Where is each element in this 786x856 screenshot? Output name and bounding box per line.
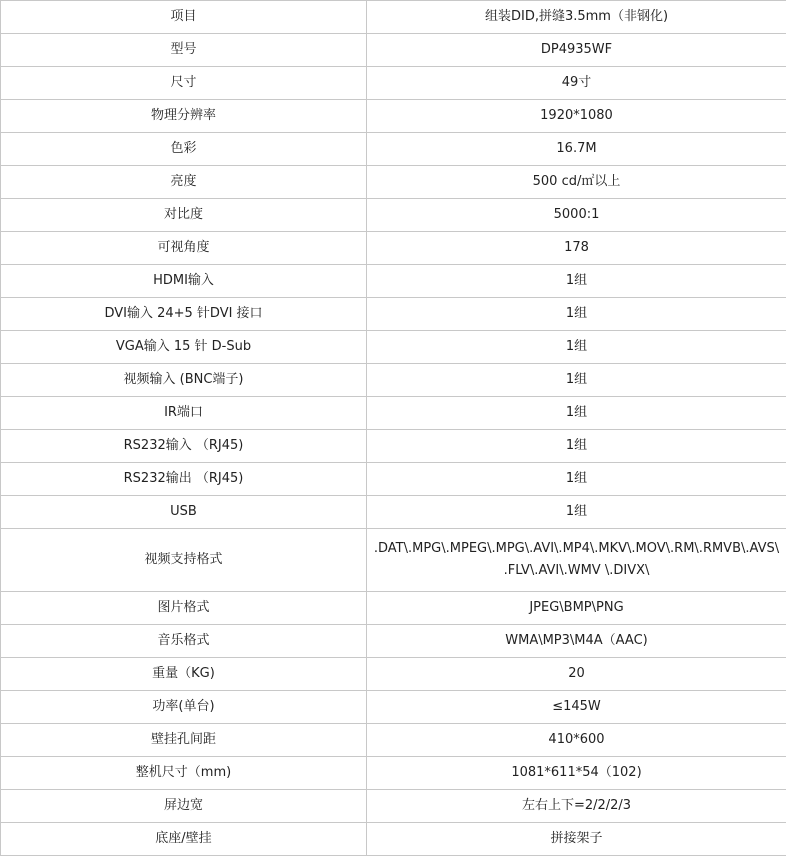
table-row [1, 757, 786, 790]
spec-label: 亮度 [1, 166, 367, 199]
table-row [1, 823, 786, 856]
table-row [1, 133, 786, 166]
spec-value: 1081*611*54（102) [367, 757, 786, 790]
spec-value: 16.7M [367, 133, 786, 166]
spec-value [367, 529, 786, 592]
spec-value: 410*600 [367, 724, 786, 757]
spec-value: 5000:1 [367, 199, 786, 232]
table-row [1, 265, 786, 298]
table-row [1, 166, 786, 199]
spec-label: DVI输入 24+5 针DVI 接口 [1, 298, 367, 331]
spec-label: 型号 [1, 34, 367, 67]
spec-value: JPEG\BMP\PNG [367, 592, 786, 625]
spec-label: 项目 [1, 1, 367, 34]
spec-value: 左右上下=2/2/2/3 [367, 790, 786, 823]
table-row [1, 397, 786, 430]
table-row [1, 496, 786, 529]
spec-label: 对比度 [1, 199, 367, 232]
table-row [1, 232, 786, 265]
spec-value: 1组 [367, 364, 786, 397]
table-row [1, 331, 786, 364]
spec-label: IR端口 [1, 397, 367, 430]
spec-label: 壁挂孔间距 [1, 724, 367, 757]
spec-label: 音乐格式 [1, 625, 367, 658]
spec-value: 1组 [367, 496, 786, 529]
spec-label: VGA输入 15 针 D-Sub [1, 331, 367, 364]
spec-value: 20 [367, 658, 786, 691]
table-row [1, 364, 786, 397]
spec-value: ≤145W [367, 691, 786, 724]
spec-value: 1组 [367, 463, 786, 496]
spec-value: 拼接架子 [367, 823, 786, 856]
spec-value: 1组 [367, 298, 786, 331]
spec-label: RS232输出 （RJ45) [1, 463, 367, 496]
spec-value-line-2: .FLV\.AVI\.WMV \.DIVX\ [369, 560, 784, 582]
spec-value: WMA\MP3\M4A（AAC) [367, 625, 786, 658]
spec-label: 屏边宽 [1, 790, 367, 823]
spec-label: 重量（KG) [1, 658, 367, 691]
spec-value-line-1: .DAT\.MPG\.MPEG\.MPG\.AVI\.MP4\.MKV\.MOV\.RM\.RMVB\.AVS\ [369, 538, 784, 560]
table-row [1, 34, 786, 67]
spec-label: RS232输入 （RJ45) [1, 430, 367, 463]
spec-label: 图片格式 [1, 592, 367, 625]
table-row [1, 592, 786, 625]
spec-label: 整机尺寸（mm) [1, 757, 367, 790]
spec-label: 可视角度 [1, 232, 367, 265]
spec-value: 组装DID,拼缝3.5mm（非钢化) [367, 1, 786, 34]
table-row [1, 67, 786, 100]
table-row [1, 1, 786, 34]
table-row [1, 298, 786, 331]
table-row [1, 529, 786, 592]
spec-value: 49寸 [367, 67, 786, 100]
spec-label: USB [1, 496, 367, 529]
table-row [1, 199, 786, 232]
spec-value: 1920*1080 [367, 100, 786, 133]
table-row [1, 430, 786, 463]
table-row [1, 790, 786, 823]
spec-value: 1组 [367, 265, 786, 298]
spec-label: 尺寸 [1, 67, 367, 100]
table-row [1, 100, 786, 133]
table-row [1, 625, 786, 658]
spec-value: 1组 [367, 331, 786, 364]
spec-value: 178 [367, 232, 786, 265]
table-row [1, 724, 786, 757]
spec-value: DP4935WF [367, 34, 786, 67]
spec-label: 底座/壁挂 [1, 823, 367, 856]
table-row [1, 658, 786, 691]
spec-label: HDMI输入 [1, 265, 367, 298]
table-row [1, 691, 786, 724]
spec-label: 视频支持格式 [1, 529, 367, 592]
table-row [1, 463, 786, 496]
spec-label: 物理分辨率 [1, 100, 367, 133]
spec-label: 色彩 [1, 133, 367, 166]
spec-value: 1组 [367, 397, 786, 430]
spec-value: 1组 [367, 430, 786, 463]
spec-label: 视频输入 (BNC端子) [1, 364, 367, 397]
spec-label: 功率(单台) [1, 691, 367, 724]
spec-value: 500 cd/㎡以上 [367, 166, 786, 199]
